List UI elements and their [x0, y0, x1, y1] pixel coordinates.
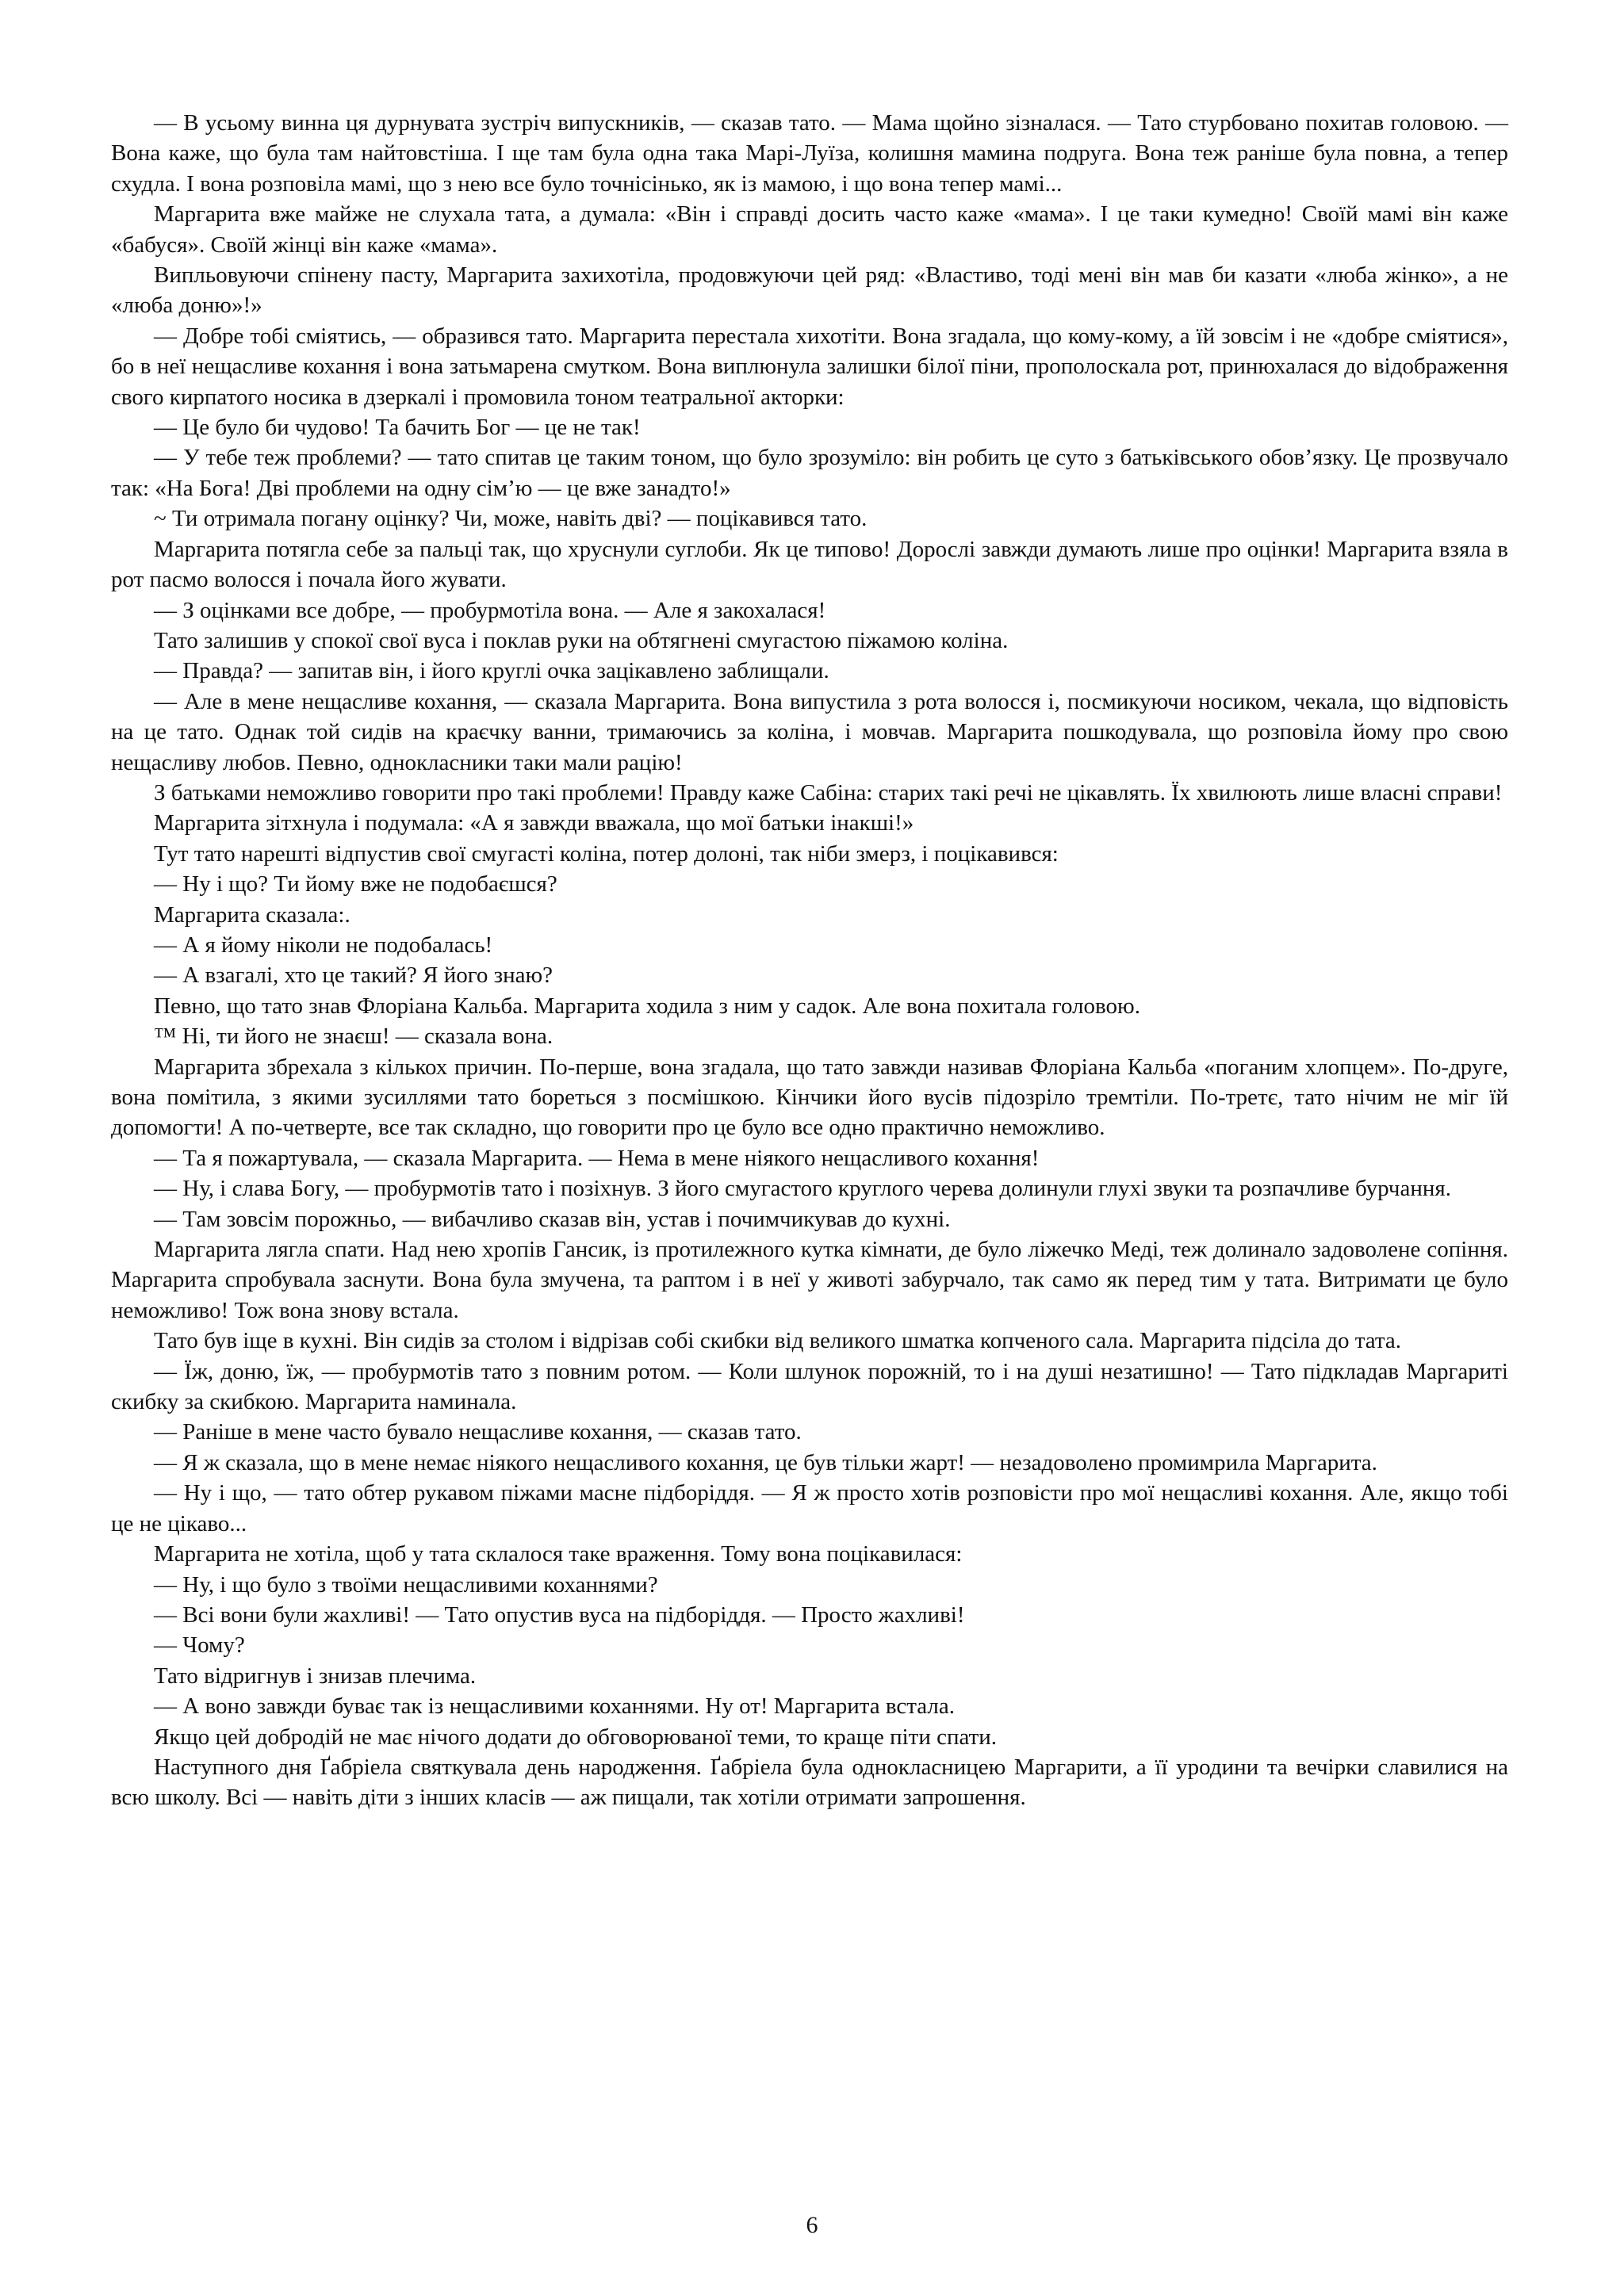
- paragraph: Певно, що тато знав Флоріана Кальба. Маргарита ходила з ним у садок. Але вона похитала головою.: [154, 993, 1140, 1019]
- paragraph: З батьками неможливо говорити про такі проблеми! Правду каже Сабіна: старих такі речі не цікавлять. Їх хвилюють лише власні справи!: [154, 779, 1503, 806]
- paragraph: — Ну, і що було з твоїми нещасливими коханнями?: [154, 1571, 658, 1598]
- paragraph: Тато відригнув і знизав плечима.: [154, 1663, 477, 1689]
- page-number: 6: [806, 2212, 818, 2238]
- paragraph: — Я ж сказала, що в мене немає ніякого нещасливого кохання, це був тільки жарт! — незадоволено промимрила Маргарита.: [154, 1449, 1377, 1475]
- paragraph: — А воно завжди буває так із нещасливими коханнями. Ну от! Маргарита встала.: [154, 1693, 956, 1720]
- paragraph: — А взагалі, хто це такий? Я його знаю?: [154, 962, 553, 989]
- paragraph: Тато залишив у спокої свої вуса і поклав руки на обтягнені смугастою піжамою коліна.: [154, 627, 1009, 653]
- paragraph: Маргарита не хотіла, щоб у тата склалося таке враження. Тому вона поцікавилася:: [154, 1541, 963, 1567]
- paragraph: — Ну і що, — тато обтер рукавом піжами масне підборіддя. — Я ж просто хотів розповісти про мої нещасливі кохання. Але, якщо тобі це не цікаво...: [111, 1480, 1508, 1536]
- page-body: [111, 108, 1508, 1813]
- paragraph: Наступного дня Ґабріела святкувала день народження. Ґабріела була однокласницею Маргарити, а її уродини та вечірки славилися на всю школу. Всі — навіть діти з інших класів — аж пищали, так хотіли отримати запрошення.: [111, 1754, 1508, 1811]
- paragraph: Тато був іще в кухні. Він сидів за столом і відрізав собі скибки від великого шматка копченого сала. Маргарита підсіла до тата.: [154, 1328, 1402, 1354]
- paragraph: Тут тато нарешті відпустив свої смугасті коліна, потер долоні, так ніби змерз, і поцікавився:: [154, 840, 1059, 867]
- paragraph: — В усьому винна ця дурнувата зустріч випускників, — сказав тато. — Мама щойно зізналася. — Тато стурбовано похитав головою. — Вона каже, що була там найтовстіша. І ще там була одна така Марі-Луїза, колишня мамина подруга. Вона теж раніше була повна, а тепер схудла. І вона розповіла мамі, що з нею все було точнісінько, як із мамою, і що вона тепер мамі...: [111, 110, 1508, 197]
- paragraph: Маргарита вже майже не слухала тата, а думала: «Він і справді досить часто каже «мама». І це таки кумедно! Своїй мамі він каже «бабуся». Своїй жінці він каже «мама».: [111, 201, 1508, 258]
- paragraph: ™ Ні, ти його не знаєш! — сказала вона.: [154, 1024, 553, 1050]
- paragraph: — Добре тобі сміятись, — образився тато. Маргарита перестала хихотіти. Вона згадала, що кому-кому, а їй зовсім і не «добре сміятися», бо в неї нещасливе кохання і вона затьмарена смутком. Вона виплюнула залишки білої піни, прополоскала рот, принюхалася до відображення свого кирпатого носика в дзеркалі і промовила тоном театральної акторки:: [111, 323, 1508, 410]
- paragraph: Маргарита лягла спати. Над нею хропів Гансик, із протилежного кутка кімнати, де було ліжечко Меді, теж долинало задоволене сопіння. Маргарита спробувала заснути. Вона була змучена, та раптом і в неї у животі забурчало, так само як перед тим у тата. Витримати це було неможливо! Тож вона знову встала.: [111, 1237, 1508, 1323]
- paragraph: Якщо цей добродій не має нічого додати до обговорюваної теми, то краще піти спати.: [154, 1724, 998, 1750]
- paragraph: Маргарита зітхнула і подумала: «А я завжди вважала, що мої батьки інакші!»: [154, 810, 914, 836]
- paragraph: — Та я пожартувала, — сказала Маргарита. — Нема в мене ніякого нещасливого кохання!: [154, 1145, 1040, 1171]
- paragraph: ~ Ти отримала погану оцінку? Чи, може, навіть дві? — поцікавився тато.: [154, 506, 868, 532]
- paragraph: — Чому?: [154, 1632, 245, 1659]
- paragraph: — Але в мене нещасливе кохання, — сказала Маргарита. Вона випустила з рота волосся і, посмикуючи носиком, чекала, що відповість на це тато. Однак той сидів на краєчку ванни, тримаючись за коліна, і мовчав. Маргарита пошкодувала, що розповіла йому про свою нещасливу любов. Певно, однокласники таки мали рацію!: [111, 688, 1508, 775]
- paragraph: — Це було би чудово! Та бачить Бог — це не так!: [154, 415, 641, 441]
- paragraph: — Ну і що? Ти йому вже не подобаєшся?: [154, 871, 557, 897]
- paragraph: Маргарита потягла себе за пальці так, що хруснули суглоби. Як це типово! Дорослі завжди думають лише про оцінки! Маргарита взяла в рот пасмо волосся і почала його жувати.: [111, 536, 1508, 593]
- paragraph: Маргарита збрехала з кількох причин. По-перше, вона згадала, що тато завжди називав Флоріана Кальба «поганим хлопцем». По-друге, вона помітила, з якими зусиллями тато бореться з посмішкою. Кінчики його вусів підозріло тремтіли. По-третє, тато нічим не міг їй допомогти! А по-четверте, все так складно, що говорити про це було все одно практично неможливо.: [111, 1054, 1508, 1141]
- paragraph: — Правда? — запитав він, і його круглі очка зацікавлено заблищали.: [154, 658, 829, 684]
- paragraph: — Ну, і слава Богу, — пробурмотів тато і позіхнув. З його смугастого круглого черева долинули глухі звуки та розпачливе бурчання.: [154, 1176, 1451, 1202]
- paragraph: Випльовуючи спінену пасту, Маргарита захихотіла, продовжуючи цей ряд: «Властиво, тоді мені він мав би казати «люба жінко», а не «люба доню»!»: [111, 262, 1508, 319]
- paragraph: — Там зовсім порожньо, — вибачливо сказав він, устав і почимчикував до кухні.: [154, 1206, 951, 1232]
- paragraph: Маргарита сказала:.: [154, 901, 350, 928]
- paragraph: — З оцінками все добре, — пробурмотіла вона. — Але я закохалася!: [154, 597, 826, 623]
- paragraph: — Їж, доню, їж, — пробурмотів тато з повним ротом. — Коли шлунок порожній, то і на душі незатишно! — Тато підкладав Маргариті скибку за скибкою. Маргарита наминала.: [111, 1358, 1508, 1415]
- paragraph: — Всі вони були жахливі! — Тато опустив вуса на підборіддя. — Просто жахливі!: [154, 1601, 965, 1628]
- paragraph: — Раніше в мене часто бувало нещасливе кохання, — сказав тато.: [154, 1419, 802, 1445]
- paragraph: — У тебе теж проблеми? — тато спитав це таким тоном, що було зрозуміло: він робить це суто з батьківського обов’язку. Це прозвучало так: «На Бога! Дві проблеми на одну сім’ю — це вже занадто!»: [111, 445, 1508, 501]
- paragraph: — А я йому ніколи не подобалась!: [154, 932, 493, 958]
